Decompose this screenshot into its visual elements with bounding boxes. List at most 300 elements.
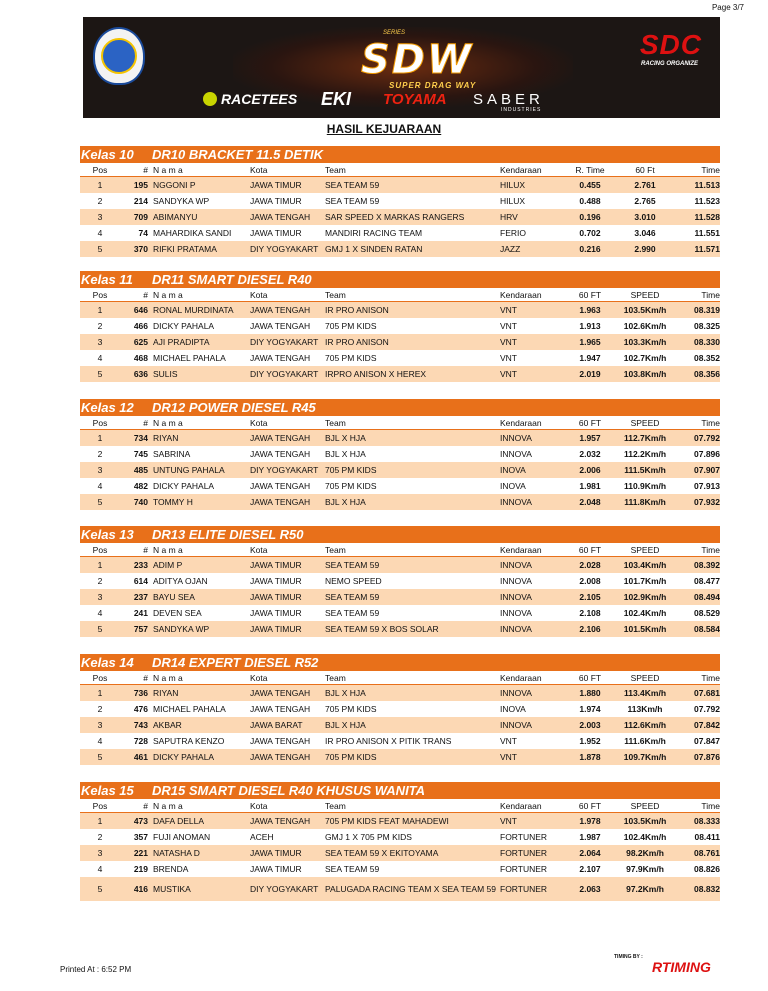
cell-vehicle: VNT <box>500 321 517 331</box>
column-header-pos: Pos <box>92 164 108 175</box>
cell-reaction-or-60ft: 1.965 <box>579 337 601 347</box>
cell-city: JAWA TENGAH <box>250 752 311 762</box>
cell-city: JAWA TIMUR <box>250 180 302 190</box>
cell-number: 468 <box>133 353 148 363</box>
cell-vehicle: INNOVA <box>500 720 532 730</box>
table-row <box>80 701 720 717</box>
cell-name: SABRINA <box>153 449 191 459</box>
cell-number: 466 <box>133 321 148 331</box>
table-row <box>80 621 720 637</box>
cell-pos: 5 <box>97 884 103 894</box>
class-section <box>80 654 720 765</box>
cell-city: JAWA TENGAH <box>250 212 311 222</box>
column-header-time: Time <box>701 672 720 683</box>
table-row <box>80 494 720 510</box>
cell-ft-or-speed: 102.9Km/h <box>623 592 667 602</box>
cell-vehicle: INNOVA <box>500 624 532 634</box>
sponsor-eki: EKI <box>321 88 352 109</box>
cell-city: JAWA TIMUR <box>250 624 302 634</box>
cell-time: 07.932 <box>694 497 720 507</box>
cell-city: JAWA TENGAH <box>250 305 311 315</box>
cell-reaction-or-60ft: 2.107 <box>579 864 601 874</box>
cell-pos: 2 <box>97 321 103 331</box>
cell-pos: 5 <box>97 752 103 762</box>
table-row <box>80 241 720 257</box>
cell-vehicle: VNT <box>500 369 517 379</box>
column-header-reaction-or-60ft: 60 FT <box>578 289 602 300</box>
column-header-team: Team <box>325 800 346 811</box>
cell-name: AKBAR <box>153 720 182 730</box>
cell-number: 757 <box>133 624 148 634</box>
cell-vehicle: FORTUNER <box>500 848 548 858</box>
cell-reaction-or-60ft: 1.878 <box>579 752 601 762</box>
cell-number: 461 <box>133 752 148 762</box>
cell-pos: 3 <box>97 212 103 222</box>
cell-reaction-or-60ft: 1.974 <box>579 704 601 714</box>
column-header-name: N a m a <box>153 289 183 300</box>
cell-team: 705 PM KIDS <box>325 353 377 363</box>
class-section <box>80 526 720 637</box>
cell-vehicle: VNT <box>500 353 517 363</box>
cell-ft-or-speed: 2.761 <box>634 180 656 190</box>
cell-ft-or-speed: 2.765 <box>634 196 656 206</box>
column-header-name: N a m a <box>153 164 183 175</box>
class-number: Kelas 11 <box>81 272 133 287</box>
column-header-team: Team <box>325 417 346 428</box>
cell-time: 08.333 <box>694 816 720 826</box>
cell-time: 08.826 <box>694 864 720 874</box>
cell-name: UNTUNG PAHALA <box>153 465 225 475</box>
column-header-time: Time <box>701 417 720 428</box>
class-section <box>80 146 720 257</box>
cell-ft-or-speed: 103.8Km/h <box>623 369 667 379</box>
cell-reaction-or-60ft: 2.008 <box>579 576 601 586</box>
cell-vehicle: FORTUNER <box>500 884 548 894</box>
cell-reaction-or-60ft: 2.003 <box>579 720 601 730</box>
cell-team: PALUGADA RACING TEAM X SEA TEAM 59 <box>325 884 497 894</box>
class-section <box>80 271 720 382</box>
class-section <box>80 399 720 510</box>
cell-time: 07.792 <box>694 704 720 714</box>
class-number: Kelas 13 <box>81 527 134 542</box>
column-header-ft-or-speed: SPEED <box>630 544 660 555</box>
cell-time: 08.411 <box>694 832 720 842</box>
timing-by <box>612 950 732 976</box>
cell-time: 08.494 <box>694 592 720 602</box>
cell-time: 11.571 <box>694 244 720 254</box>
cell-time: 07.913 <box>694 481 720 491</box>
cell-pos: 4 <box>97 481 103 491</box>
cell-vehicle: HILUX <box>500 180 526 190</box>
event-series-label: SERIES <box>383 30 406 36</box>
cell-city: JAWA TENGAH <box>250 704 311 714</box>
column-headers <box>80 416 720 430</box>
cell-name: RIYAN <box>153 688 179 698</box>
cell-team: SEA TEAM 59 <box>325 592 380 602</box>
cell-team: SEA TEAM 59 X EKITOYAMA <box>325 848 439 858</box>
cell-team: IR PRO ANISON <box>325 305 389 315</box>
printed-at: Printed At : 6:52 PM <box>60 965 132 974</box>
sponsor-saber-sub: INDUSTRIES <box>501 107 542 113</box>
class-header <box>80 271 720 288</box>
cell-number: 241 <box>133 608 148 618</box>
column-header-name: N a m a <box>153 544 183 555</box>
cell-number: 473 <box>133 816 148 826</box>
cell-time: 11.551 <box>694 228 720 238</box>
class-name: DR14 EXPERT DIESEL R52 <box>152 655 319 670</box>
cell-number: 214 <box>133 196 148 206</box>
cell-reaction-or-60ft: 2.019 <box>579 369 601 379</box>
sponsor-saber: SABER INDUSTRIES <box>473 90 544 113</box>
class-header <box>80 526 720 543</box>
cell-name: DICKY PAHALA <box>153 321 215 331</box>
cell-city: JAWA TENGAH <box>250 497 311 507</box>
class-header <box>80 782 720 799</box>
column-headers <box>80 543 720 557</box>
cell-reaction-or-60ft: 1.880 <box>579 688 601 698</box>
cell-name: MUSTIKA <box>153 884 191 894</box>
column-header-reaction-or-60ft: 60 FT <box>578 544 602 555</box>
cell-city: JAWA TIMUR <box>250 576 302 586</box>
cell-number: 736 <box>133 688 148 698</box>
cell-city: JAWA BARAT <box>250 720 303 730</box>
cell-name: SANDYKA WP <box>153 196 210 206</box>
cell-ft-or-speed: 3.046 <box>634 228 656 238</box>
table-row <box>80 877 720 901</box>
cell-city: JAWA TIMUR <box>250 560 302 570</box>
cell-vehicle: INNOVA <box>500 608 532 618</box>
cell-team: BJL X HJA <box>325 449 366 459</box>
column-header-ft-or-speed: 60 Ft <box>635 164 655 175</box>
cell-team: GMJ 1 X 705 PM KIDS <box>325 832 412 842</box>
cell-team: IRPRO ANISON X HEREX <box>325 369 427 379</box>
cell-number: 370 <box>133 244 148 254</box>
cell-ft-or-speed: 112.2Km/h <box>623 449 667 459</box>
cell-name: DAFA DELLA <box>153 816 205 826</box>
cell-reaction-or-60ft: 1.963 <box>579 305 601 315</box>
cell-vehicle: HILUX <box>500 196 526 206</box>
cell-pos: 2 <box>97 704 103 714</box>
class-number: Kelas 10 <box>81 147 134 162</box>
cell-city: DIY YOGYAKART <box>250 369 319 379</box>
cell-name: TOMMY H <box>153 497 193 507</box>
column-header-team: Team <box>325 289 346 300</box>
table-row <box>80 733 720 749</box>
table-row <box>80 193 720 209</box>
cell-time: 08.832 <box>694 884 720 894</box>
cell-number: 745 <box>133 449 148 459</box>
cell-city: JAWA TENGAH <box>250 353 311 363</box>
cell-reaction-or-60ft: 2.064 <box>579 848 601 858</box>
class-name: DR13 ELITE DIESEL R50 <box>152 527 304 542</box>
column-header-time: Time <box>701 164 720 175</box>
police-emblem-icon <box>93 27 145 85</box>
cell-pos: 1 <box>97 305 103 315</box>
cell-name: NATASHA D <box>153 848 200 858</box>
cell-time: 08.529 <box>694 608 720 618</box>
cell-name: RONAL MURDINATA <box>153 305 234 315</box>
cell-name: SAPUTRA KENZO <box>153 736 225 746</box>
cell-number: 614 <box>133 576 148 586</box>
cell-time: 11.523 <box>694 196 720 206</box>
column-header-pos: Pos <box>92 800 108 811</box>
column-header-number: # <box>143 672 148 683</box>
cell-ft-or-speed: 97.2Km/h <box>626 884 664 894</box>
cell-city: JAWA TIMUR <box>250 848 302 858</box>
cell-name: DICKY PAHALA <box>153 752 215 762</box>
cell-number: 237 <box>133 592 148 602</box>
table-row <box>80 685 720 701</box>
table-row <box>80 462 720 478</box>
cell-ft-or-speed: 112.6Km/h <box>623 720 667 730</box>
cell-reaction-or-60ft: 1.913 <box>579 321 601 331</box>
cell-city: DIY YOGYAKART <box>250 244 319 254</box>
cell-name: DICKY PAHALA <box>153 481 215 491</box>
cell-ft-or-speed: 111.5Km/h <box>624 465 666 475</box>
cell-pos: 1 <box>97 816 103 826</box>
cell-number: 636 <box>133 369 148 379</box>
cell-city: JAWA TENGAH <box>250 321 311 331</box>
cell-team: SEA TEAM 59 <box>325 560 380 570</box>
cell-city: JAWA TIMUR <box>250 196 302 206</box>
cell-vehicle: FORTUNER <box>500 832 548 842</box>
table-row <box>80 813 720 829</box>
cell-team: BJL X HJA <box>325 720 366 730</box>
cell-time: 11.513 <box>694 180 720 190</box>
cell-ft-or-speed: 103.5Km/h <box>623 816 667 826</box>
cell-city: JAWA TIMUR <box>250 608 302 618</box>
cell-city: DIY YOGYAKART <box>250 337 319 347</box>
cell-name: ABIMANYU <box>153 212 198 222</box>
cell-time: 08.392 <box>694 560 720 570</box>
column-header-city: Kota <box>250 289 268 300</box>
table-row <box>80 605 720 621</box>
cell-ft-or-speed: 98.2Km/h <box>626 848 664 858</box>
column-header-vehicle: Kendaraan <box>500 164 542 175</box>
cell-team: IR PRO ANISON X PITIK TRANS <box>325 736 452 746</box>
cell-reaction-or-60ft: 2.108 <box>579 608 601 618</box>
column-header-number: # <box>143 289 148 300</box>
cell-team: SEA TEAM 59 <box>325 180 380 190</box>
event-banner <box>83 17 720 118</box>
cell-time: 07.842 <box>694 720 720 730</box>
cell-vehicle: HRV <box>500 212 518 222</box>
cell-number: 625 <box>133 337 148 347</box>
table-row <box>80 334 720 350</box>
sponsor-racetees: RACETEES <box>203 88 297 110</box>
column-header-name: N a m a <box>153 800 183 811</box>
cell-number: 357 <box>133 832 148 842</box>
cell-team: 705 PM KIDS <box>325 481 377 491</box>
cell-vehicle: INOVA <box>500 465 526 475</box>
table-row <box>80 845 720 861</box>
cell-city: JAWA TENGAH <box>250 449 311 459</box>
cell-reaction-or-60ft: 2.006 <box>579 465 601 475</box>
column-header-city: Kota <box>250 544 268 555</box>
event-logo: SDW <box>361 37 474 83</box>
cell-number: 195 <box>133 180 148 190</box>
cell-city: JAWA TIMUR <box>250 864 302 874</box>
timing-label: TIMING BY : <box>614 954 643 960</box>
cell-pos: 3 <box>97 720 103 730</box>
cell-city: ACEH <box>250 832 274 842</box>
class-name: DR15 SMART DIESEL R40 KHUSUS WANITA <box>152 783 426 798</box>
sponsor-toyama: TOYAMA <box>383 90 447 108</box>
column-header-time: Time <box>701 800 720 811</box>
cell-vehicle: INNOVA <box>500 449 532 459</box>
cell-team: SEA TEAM 59 <box>325 196 380 206</box>
column-header-vehicle: Kendaraan <box>500 800 542 811</box>
cell-time: 07.681 <box>694 688 720 698</box>
cell-time: 08.477 <box>694 576 720 586</box>
cell-pos: 5 <box>97 497 103 507</box>
cell-ft-or-speed: 2.990 <box>634 244 656 254</box>
page-title: HASIL KEJUARAAN <box>326 122 442 136</box>
class-name: DR11 SMART DIESEL R40 <box>152 272 312 287</box>
cell-team: SEA TEAM 59 <box>325 608 380 618</box>
cell-vehicle: INOVA <box>500 704 526 714</box>
cell-name: ADIM P <box>153 560 183 570</box>
cell-team: GMJ 1 X SINDEN RATAN <box>325 244 423 254</box>
organizer-logo: SDC <box>639 29 702 60</box>
column-header-city: Kota <box>250 164 268 175</box>
cell-pos: 1 <box>97 433 103 443</box>
cell-vehicle: JAZZ <box>500 244 521 254</box>
column-header-name: N a m a <box>153 672 183 683</box>
cell-name: SULIS <box>153 369 178 379</box>
cell-ft-or-speed: 110.9Km/h <box>623 481 667 491</box>
cell-vehicle: VNT <box>500 816 517 826</box>
table-row <box>80 430 720 446</box>
cell-city: DIY YOGYAKART <box>250 884 319 894</box>
table-row <box>80 589 720 605</box>
cell-time: 07.876 <box>694 752 720 762</box>
event-subtitle: SUPER DRAG WAY <box>389 81 477 90</box>
class-header <box>80 654 720 671</box>
cell-team: IR PRO ANISON <box>325 337 389 347</box>
cell-time: 07.847 <box>694 736 720 746</box>
cell-vehicle: INNOVA <box>500 688 532 698</box>
cell-pos: 4 <box>97 228 103 238</box>
cell-ft-or-speed: 97.9Km/h <box>626 864 664 874</box>
cell-number: 221 <box>133 848 148 858</box>
cell-ft-or-speed: 102.6Km/h <box>623 321 667 331</box>
cell-ft-or-speed: 3.010 <box>634 212 656 222</box>
table-row <box>80 177 720 193</box>
cell-pos: 1 <box>97 180 103 190</box>
column-header-city: Kota <box>250 800 268 811</box>
cell-number: 709 <box>133 212 148 222</box>
cell-pos: 3 <box>97 848 103 858</box>
class-header <box>80 146 720 163</box>
cell-team: SEA TEAM 59 X BOS SOLAR <box>325 624 439 634</box>
cell-reaction-or-60ft: 2.032 <box>579 449 601 459</box>
cell-city: JAWA TENGAH <box>250 736 311 746</box>
table-row <box>80 302 720 318</box>
page-number: Page 3/7 <box>711 3 744 12</box>
racetees-icon <box>203 92 217 106</box>
cell-ft-or-speed: 113Km/h <box>627 704 663 714</box>
cell-vehicle: VNT <box>500 752 517 762</box>
table-row <box>80 366 720 382</box>
cell-pos: 5 <box>97 624 103 634</box>
class-name: DR10 BRACKET 11.5 DETIK <box>152 147 323 162</box>
cell-reaction-or-60ft: 1.987 <box>579 832 601 842</box>
cell-pos: 4 <box>97 608 103 618</box>
cell-team: 705 PM KIDS <box>325 704 377 714</box>
cell-city: JAWA TENGAH <box>250 816 311 826</box>
column-header-time: Time <box>701 544 720 555</box>
cell-ft-or-speed: 101.5Km/h <box>623 624 667 634</box>
cell-reaction-or-60ft: 1.947 <box>579 353 601 363</box>
column-header-number: # <box>143 417 148 428</box>
cell-ft-or-speed: 109.7Km/h <box>623 752 667 762</box>
cell-team: 705 PM KIDS <box>325 465 377 475</box>
cell-reaction-or-60ft: 1.952 <box>579 736 601 746</box>
cell-number: 743 <box>133 720 148 730</box>
class-number: Kelas 14 <box>81 655 134 670</box>
column-header-reaction-or-60ft: 60 FT <box>578 672 602 683</box>
cell-team: 705 PM KIDS <box>325 752 377 762</box>
cell-reaction-or-60ft: 2.105 <box>579 592 601 602</box>
table-row <box>80 478 720 494</box>
cell-pos: 3 <box>97 337 103 347</box>
cell-reaction-or-60ft: 1.978 <box>579 816 601 826</box>
column-header-pos: Pos <box>92 544 108 555</box>
cell-team: BJL X HJA <box>325 688 366 698</box>
cell-team: NEMO SPEED <box>325 576 382 586</box>
cell-pos: 4 <box>97 736 103 746</box>
column-header-ft-or-speed: SPEED <box>630 672 660 683</box>
cell-time: 08.319 <box>694 305 720 315</box>
column-header-city: Kota <box>250 672 268 683</box>
column-header-team: Team <box>325 544 346 555</box>
column-header-vehicle: Kendaraan <box>500 544 542 555</box>
table-row <box>80 557 720 573</box>
cell-team: SAR SPEED X MARKAS RANGERS <box>325 212 465 222</box>
cell-pos: 4 <box>97 353 103 363</box>
cell-team: SEA TEAM 59 <box>325 864 380 874</box>
cell-reaction-or-60ft: 2.048 <box>579 497 601 507</box>
cell-reaction-or-60ft: 1.957 <box>579 433 601 443</box>
cell-pos: 3 <box>97 465 103 475</box>
cell-vehicle: VNT <box>500 305 517 315</box>
cell-city: JAWA TIMUR <box>250 592 302 602</box>
cell-name: NGGONI P <box>153 180 196 190</box>
class-number: Kelas 12 <box>81 400 134 415</box>
cell-ft-or-speed: 102.7Km/h <box>623 353 667 363</box>
column-header-reaction-or-60ft: 60 FT <box>578 800 602 811</box>
table-row <box>80 749 720 765</box>
cell-team: MANDIRI RACING TEAM <box>325 228 423 238</box>
column-header-vehicle: Kendaraan <box>500 672 542 683</box>
cell-pos: 1 <box>97 560 103 570</box>
cell-time: 07.896 <box>694 449 720 459</box>
cell-ft-or-speed: 103.3Km/h <box>623 337 667 347</box>
column-header-city: Kota <box>250 417 268 428</box>
cell-vehicle: INNOVA <box>500 497 532 507</box>
cell-reaction-or-60ft: 0.702 <box>579 228 601 238</box>
cell-time: 07.792 <box>694 433 720 443</box>
class-section <box>80 782 720 901</box>
column-header-reaction-or-60ft: 60 FT <box>578 417 602 428</box>
column-header-pos: Pos <box>92 417 108 428</box>
cell-reaction-or-60ft: 0.196 <box>579 212 601 222</box>
cell-reaction-or-60ft: 2.063 <box>579 884 601 894</box>
column-header-ft-or-speed: SPEED <box>630 289 660 300</box>
column-header-team: Team <box>325 672 346 683</box>
organizer-subtitle: RACING ORGANIZE <box>641 61 698 67</box>
